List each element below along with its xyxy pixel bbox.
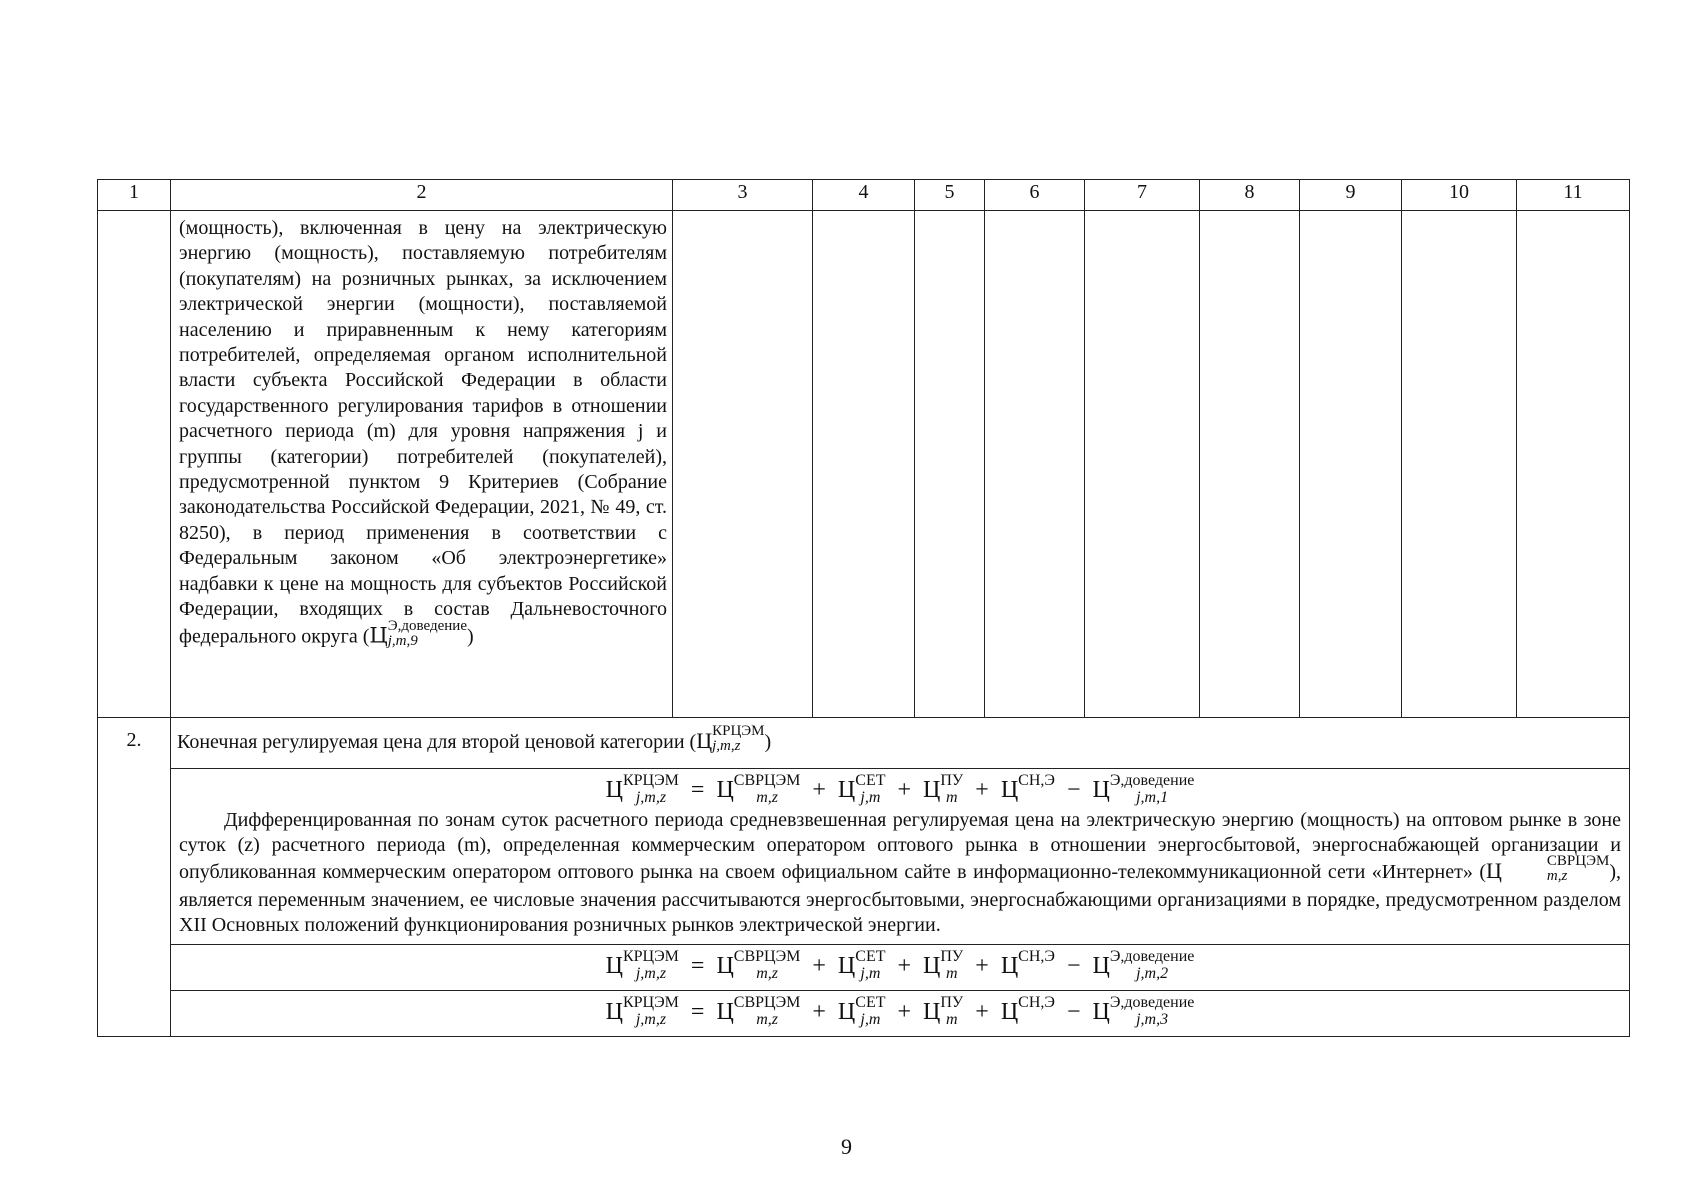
- formula-1: Ц КРЦЭМ j,m,z = Ц СВРЦЭМ m,z + Ц СЕТ j,m + Ц ПУ m + Ц СН,Э − Ц Э,доведение j,m,1: [605, 772, 1195, 806]
- formula-block-2: [171, 945, 1630, 991]
- row-number: 2.: [98, 718, 171, 1037]
- formula-2: Ц КРЦЭМ j,m,z = Ц СВРЦЭМ m,z + Ц СЕТ j,m + Ц ПУ m + Ц СН,Э − Ц Э,доведение j,m,2: [605, 948, 1195, 983]
- number-cell: [98, 211, 171, 718]
- header-cell: 11: [1517, 180, 1630, 211]
- row-title-cell: [171, 718, 1630, 769]
- description-text: (мощность), включенная в цену на электрическую энергию (мощность), поставляемую потребителям (покупателям) на розничных рынках, за исключением электрической энергии (мощности), поставляемой населению и приравненным к нему категориям потребителей, определяемая органом исполнительной власти субъекта Российской Федерации в области государственного регулирования тарифов в отношении расчетного периода (m) для уровня напряжения j и группы (категории) потребителей (покупателей), предусмотренной пунктом 9 Критериев (Собрание законодательства Российской Федерации, 2021, № 49, ст. 8250), в период применения в соответствии с Федеральным законом «Об электроэнергетике» надбавки к цене на мощность для субъектов Российской Федерации, входящих в состав Дальневосточного федерального округа: [179, 217, 667, 648]
- table-row: [98, 718, 1630, 769]
- table-row: [98, 211, 1630, 718]
- empty-cell: [813, 211, 915, 718]
- header-row: [98, 180, 1630, 211]
- header-cell: 9: [1300, 180, 1402, 211]
- header-cell: 6: [985, 180, 1085, 211]
- formula-3: Ц КРЦЭМ j,m,z = Ц СВРЦЭМ m,z + Ц СЕТ j,m + Ц ПУ m + Ц СН,Э − Ц Э,доведение j,m,3: [605, 994, 1195, 1029]
- page-number: 9: [841, 1134, 852, 1159]
- header-cell: 8: [1200, 180, 1300, 211]
- symbol-close: ): [466, 625, 474, 648]
- symbol-open: (: [362, 625, 370, 648]
- formula-block-1: [171, 769, 1630, 945]
- header-cell: 7: [1085, 180, 1200, 211]
- description-cell: [171, 211, 673, 718]
- empty-cell: [1517, 211, 1630, 718]
- header-cell: 3: [673, 180, 813, 211]
- symbol-indices: Э,доведение j,m,9: [387, 617, 467, 649]
- header-cell: 4: [813, 180, 915, 211]
- empty-cell: [673, 211, 813, 718]
- empty-cell: [1300, 211, 1402, 718]
- title-symbol-indices: КРЦЭМ j,m,z: [712, 723, 765, 755]
- paragraph-symbol-indices: СВРЦЭМ m,z: [1546, 853, 1610, 885]
- title-symbol-base: Ц: [696, 727, 713, 753]
- formula-block-3: [171, 991, 1630, 1037]
- header-cell: 2: [171, 180, 673, 211]
- header-cell: 5: [915, 180, 985, 211]
- explanation-paragraph: Дифференцированная по зонам суток расчетного периода средневзвешенная регулируемая цена на электрическую энергию (мощность) на оптовом рынке в зоне суток (z) расчетного периода (m), определенная коммерческим оператором оптового рынка в отношении энергосбытовой, энергоснабжающей организации и опубликованная коммерческим оператором оптового рынка на своем официальном сайте в информационно-телекоммуникационной сети «Интернет» (Ц СВРЦЭМ m,z ), является переменным значением, ее числовые значения рассчитываются энергосбытовыми, энергоснабжающими организациями в порядке, предусмотренном разделом XII Основных положений функционирования розничных рынков электрической энергии.: [179, 809, 1621, 937]
- table-row: [98, 991, 1630, 1037]
- empty-cell: [915, 211, 985, 718]
- table-row: [98, 945, 1630, 991]
- title-close: ): [764, 730, 772, 753]
- main-table: [97, 179, 1630, 1037]
- empty-cell: [1402, 211, 1517, 718]
- header-cell: 1: [98, 180, 171, 211]
- table-row: [98, 769, 1630, 945]
- row-title: Конечная регулируемая цена для второй ценовой категории (: [177, 730, 697, 753]
- symbol-base: Ц: [369, 623, 388, 648]
- header-cell: 10: [1402, 180, 1517, 211]
- empty-cell: [1200, 211, 1300, 718]
- empty-cell: [1085, 211, 1200, 718]
- empty-cell: [985, 211, 1085, 718]
